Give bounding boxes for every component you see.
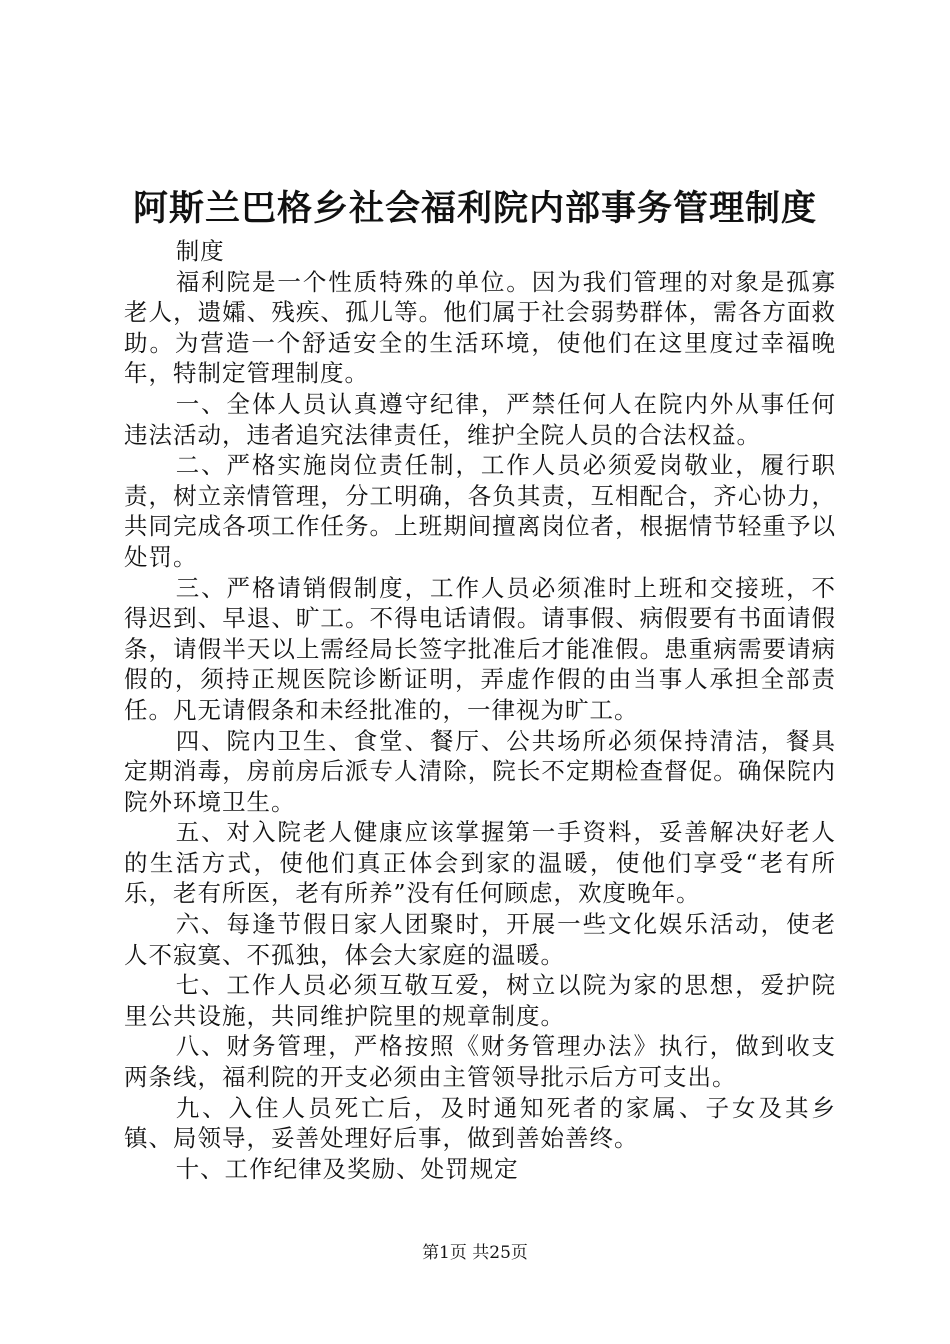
paragraph: 四、院内卫生、食堂、餐厅、公共场所必须保持清洁，餐具定期消毒，房前房后派专人清除，院长不定期检查督促。确保院内院外环境卫生。 (124, 726, 836, 816)
paragraph: 福利院是一个性质特殊的单位。因为我们管理的对象是孤寡老人，遗孀、残疾、孤儿等。他们属于社会弱势群体，需各方面救助。为营造一个舒适安全的生活环境，使他们在这里度过幸福晚年，特制定管理制度。 (124, 267, 836, 388)
page-footer (0, 1242, 950, 1264)
paragraph: 二、严格实施岗位责任制，工作人员必须爱岗敬业，履行职责，树立亲情管理，分工明确，各负其责，互相配合，齐心协力，共同完成各项工作任务。上班期间擅离岗位者，根据情节轻重予以处罚。 (124, 451, 836, 571)
paragraph: 七、工作人员必须互敬互爱，树立以院为家的思想，爱护院里公共设施，共同维护院里的规章制度。 (124, 971, 836, 1030)
paragraph: 制度 (175, 237, 225, 265)
document-title: 阿斯兰巴格乡社会福利院内部事务管理制度 (132, 188, 817, 229)
paragraph: 一、全体人员认真遵守纪律，严禁任何人在院内外从事任何违法活动，违者追究法律责任，维护全院人员的合法权益。 (124, 389, 836, 449)
paragraph: 五、对入院老人健康应该掌握第一手资料，妥善解决好老人的生活方式，使他们真正体会到家的温暖，使他们享受“老有所乐，老有所医，老有所养”没有任何顾虑，欢度晚年。 (124, 818, 836, 908)
paragraph: 三、严格请销假制度，工作人员必须准时上班和交接班，不得迟到、早退、旷工。不得电话请假。请事假、病假要有书面请假条，请假半天以上需经局长签字批准后才能准假。患重病需要请病假的，须持正规医院诊断证明，弄虚作假的由当事人承担全部责任。凡无请假条和未经批准的，一律视为旷工。 (124, 573, 836, 724)
paragraph: 六、每逢节假日家人团聚时，开展一些文化娱乐活动，使老人不寂寞、不孤独，体会大家庭的温暖。 (124, 910, 836, 969)
document-body (124, 236, 836, 1184)
paragraph: 十、工作纪律及奖励、处罚规定 (175, 1154, 519, 1183)
page-number-label: 第1页 共25页 (422, 1243, 528, 1263)
paragraph: 九、入住人员死亡后，及时通知死者的家属、子女及其乡镇、局领导，妥善处理好后事，做到善始善终。 (124, 1093, 836, 1153)
paragraph: 八、财务管理，严格按照《财务管理办法》执行，做到收支两条线，福利院的开支必须由主管领导批示后方可支出。 (124, 1032, 836, 1092)
